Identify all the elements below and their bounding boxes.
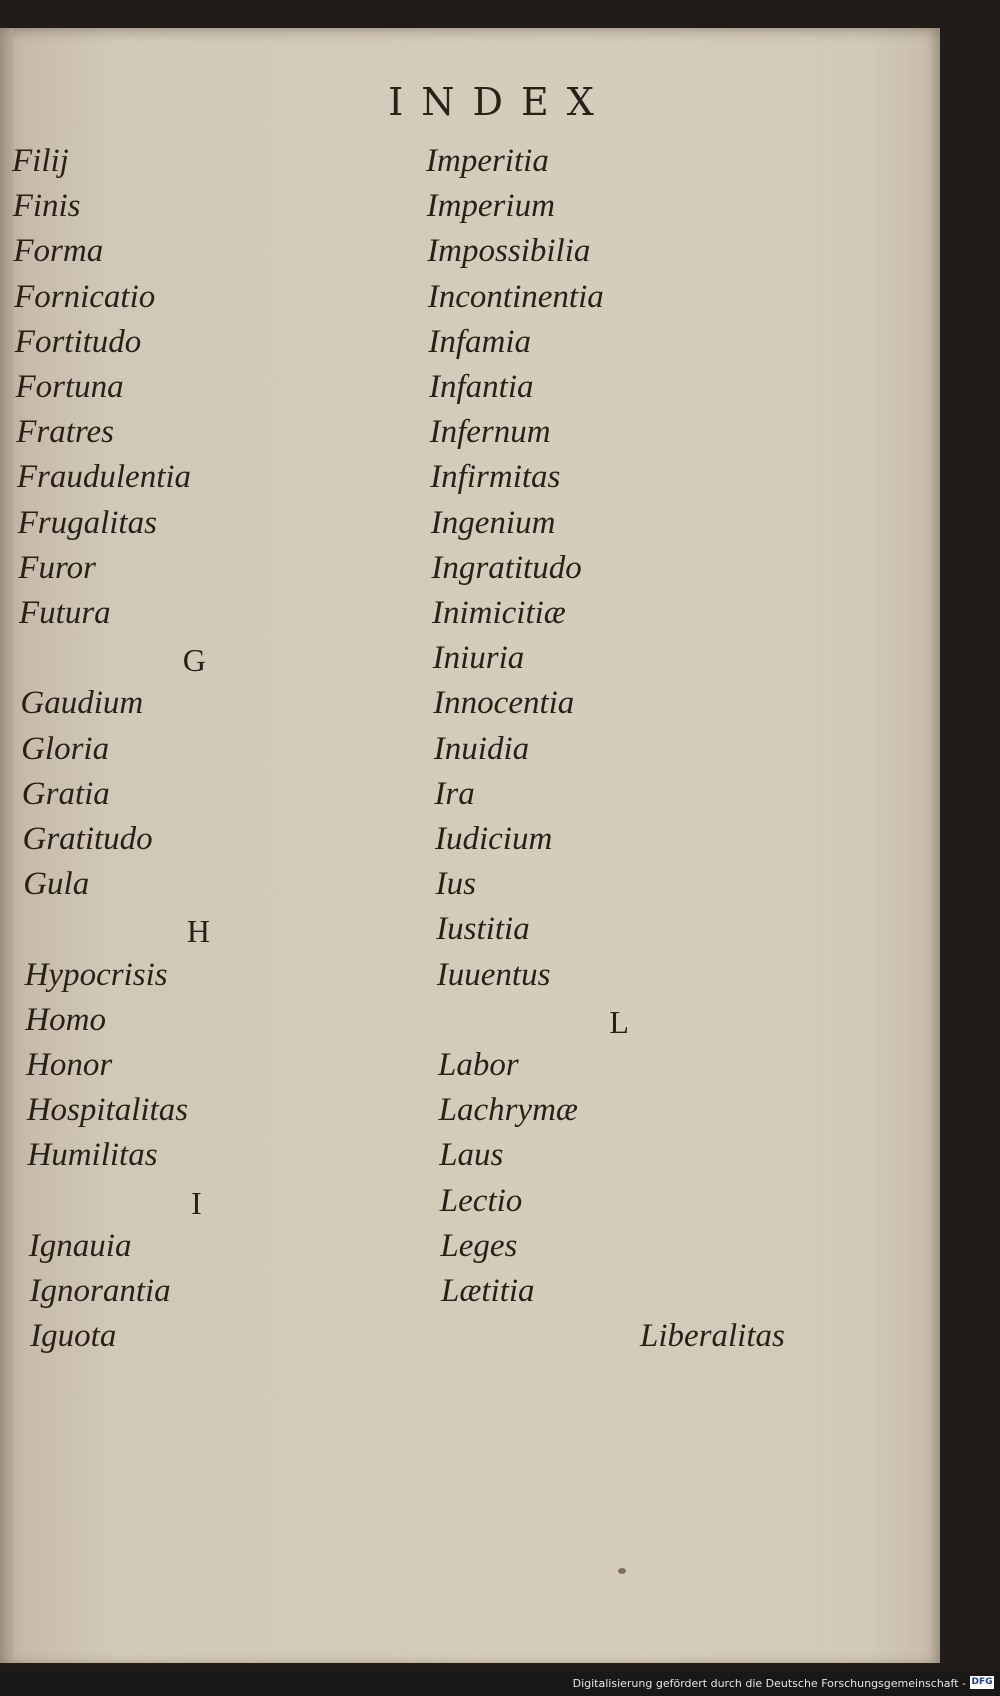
catchword: Liberalitas: [640, 1318, 785, 1355]
page-gutter-edge: [0, 28, 14, 1663]
index-term: Lectio: [439, 1182, 523, 1219]
index-term: Gratia: [21, 775, 110, 812]
index-term: Infamia: [428, 323, 532, 360]
index-term: Fornicatio: [14, 278, 156, 315]
index-term: Infernum: [429, 414, 551, 451]
index-term: Humilitas: [27, 1137, 158, 1174]
index-term: Lachrymæ: [438, 1092, 578, 1129]
index-term: Gula: [23, 866, 90, 903]
index-term: Fratres: [16, 414, 114, 451]
index-term: Infantia: [429, 369, 534, 405]
index-term: Inuidia: [433, 730, 530, 767]
section-letter: L: [609, 1003, 629, 1040]
index-term: Gratitudo: [22, 821, 153, 857]
index-term: Finis: [12, 188, 81, 225]
index-term: Gloria: [21, 730, 110, 767]
running-head: INDEX: [388, 80, 612, 124]
index-term: Inimicitiæ: [432, 595, 566, 631]
index-term: Imperitia: [426, 143, 549, 179]
index-term: Gaudium: [20, 685, 144, 722]
dfg-logo-icon: DFG: [971, 1677, 993, 1687]
index-term: Ingratitudo: [431, 549, 582, 586]
index-term: Forma: [13, 233, 104, 270]
index-term: Iniuria: [432, 640, 525, 677]
index-term: Fortitudo: [14, 323, 142, 360]
index-term: Futura: [19, 595, 111, 631]
digitization-credit: Digitalisierung gefördert durch die Deutsche Forschungsgemeinschaft -: [572, 1677, 966, 1690]
index-term: Ira: [434, 775, 475, 812]
section-letter: G: [182, 642, 206, 679]
index-term: Filij: [12, 143, 69, 179]
index-term: Leges: [440, 1227, 518, 1264]
index-term: Hospitalitas: [26, 1092, 189, 1129]
index-term: Imperium: [426, 188, 555, 225]
index-term: Iustitia: [436, 911, 530, 948]
index-term: Innocentia: [433, 685, 575, 722]
index-term: Ingenium: [430, 504, 556, 541]
index-term: Labor: [438, 1047, 519, 1083]
index-term: Ignorantia: [29, 1273, 171, 1309]
index-term: Incontinentia: [427, 278, 604, 315]
index-term: Ignauia: [28, 1227, 132, 1264]
index-term: Infirmitas: [430, 459, 561, 496]
index-term: Honor: [26, 1047, 113, 1083]
index-term: Fortuna: [15, 369, 124, 405]
ink-spot: [618, 1568, 626, 1574]
index-term: Iudicium: [435, 821, 553, 857]
index-term: Homo: [25, 1001, 106, 1038]
index-term: Laus: [439, 1137, 504, 1174]
index-term: Ius: [435, 866, 476, 903]
section-letter: I: [191, 1184, 202, 1221]
index-term: Fraudulentia: [16, 459, 192, 496]
index-term: Furor: [18, 549, 96, 586]
index-term: Lætitia: [441, 1273, 535, 1309]
index-term: Impossibilia: [427, 233, 591, 270]
index-term: Frugalitas: [17, 504, 157, 541]
index-term: Iuuentus: [436, 956, 551, 993]
section-letter: H: [186, 913, 210, 950]
index-term: Iguota: [30, 1318, 117, 1355]
index-term: Hypocrisis: [24, 956, 168, 993]
